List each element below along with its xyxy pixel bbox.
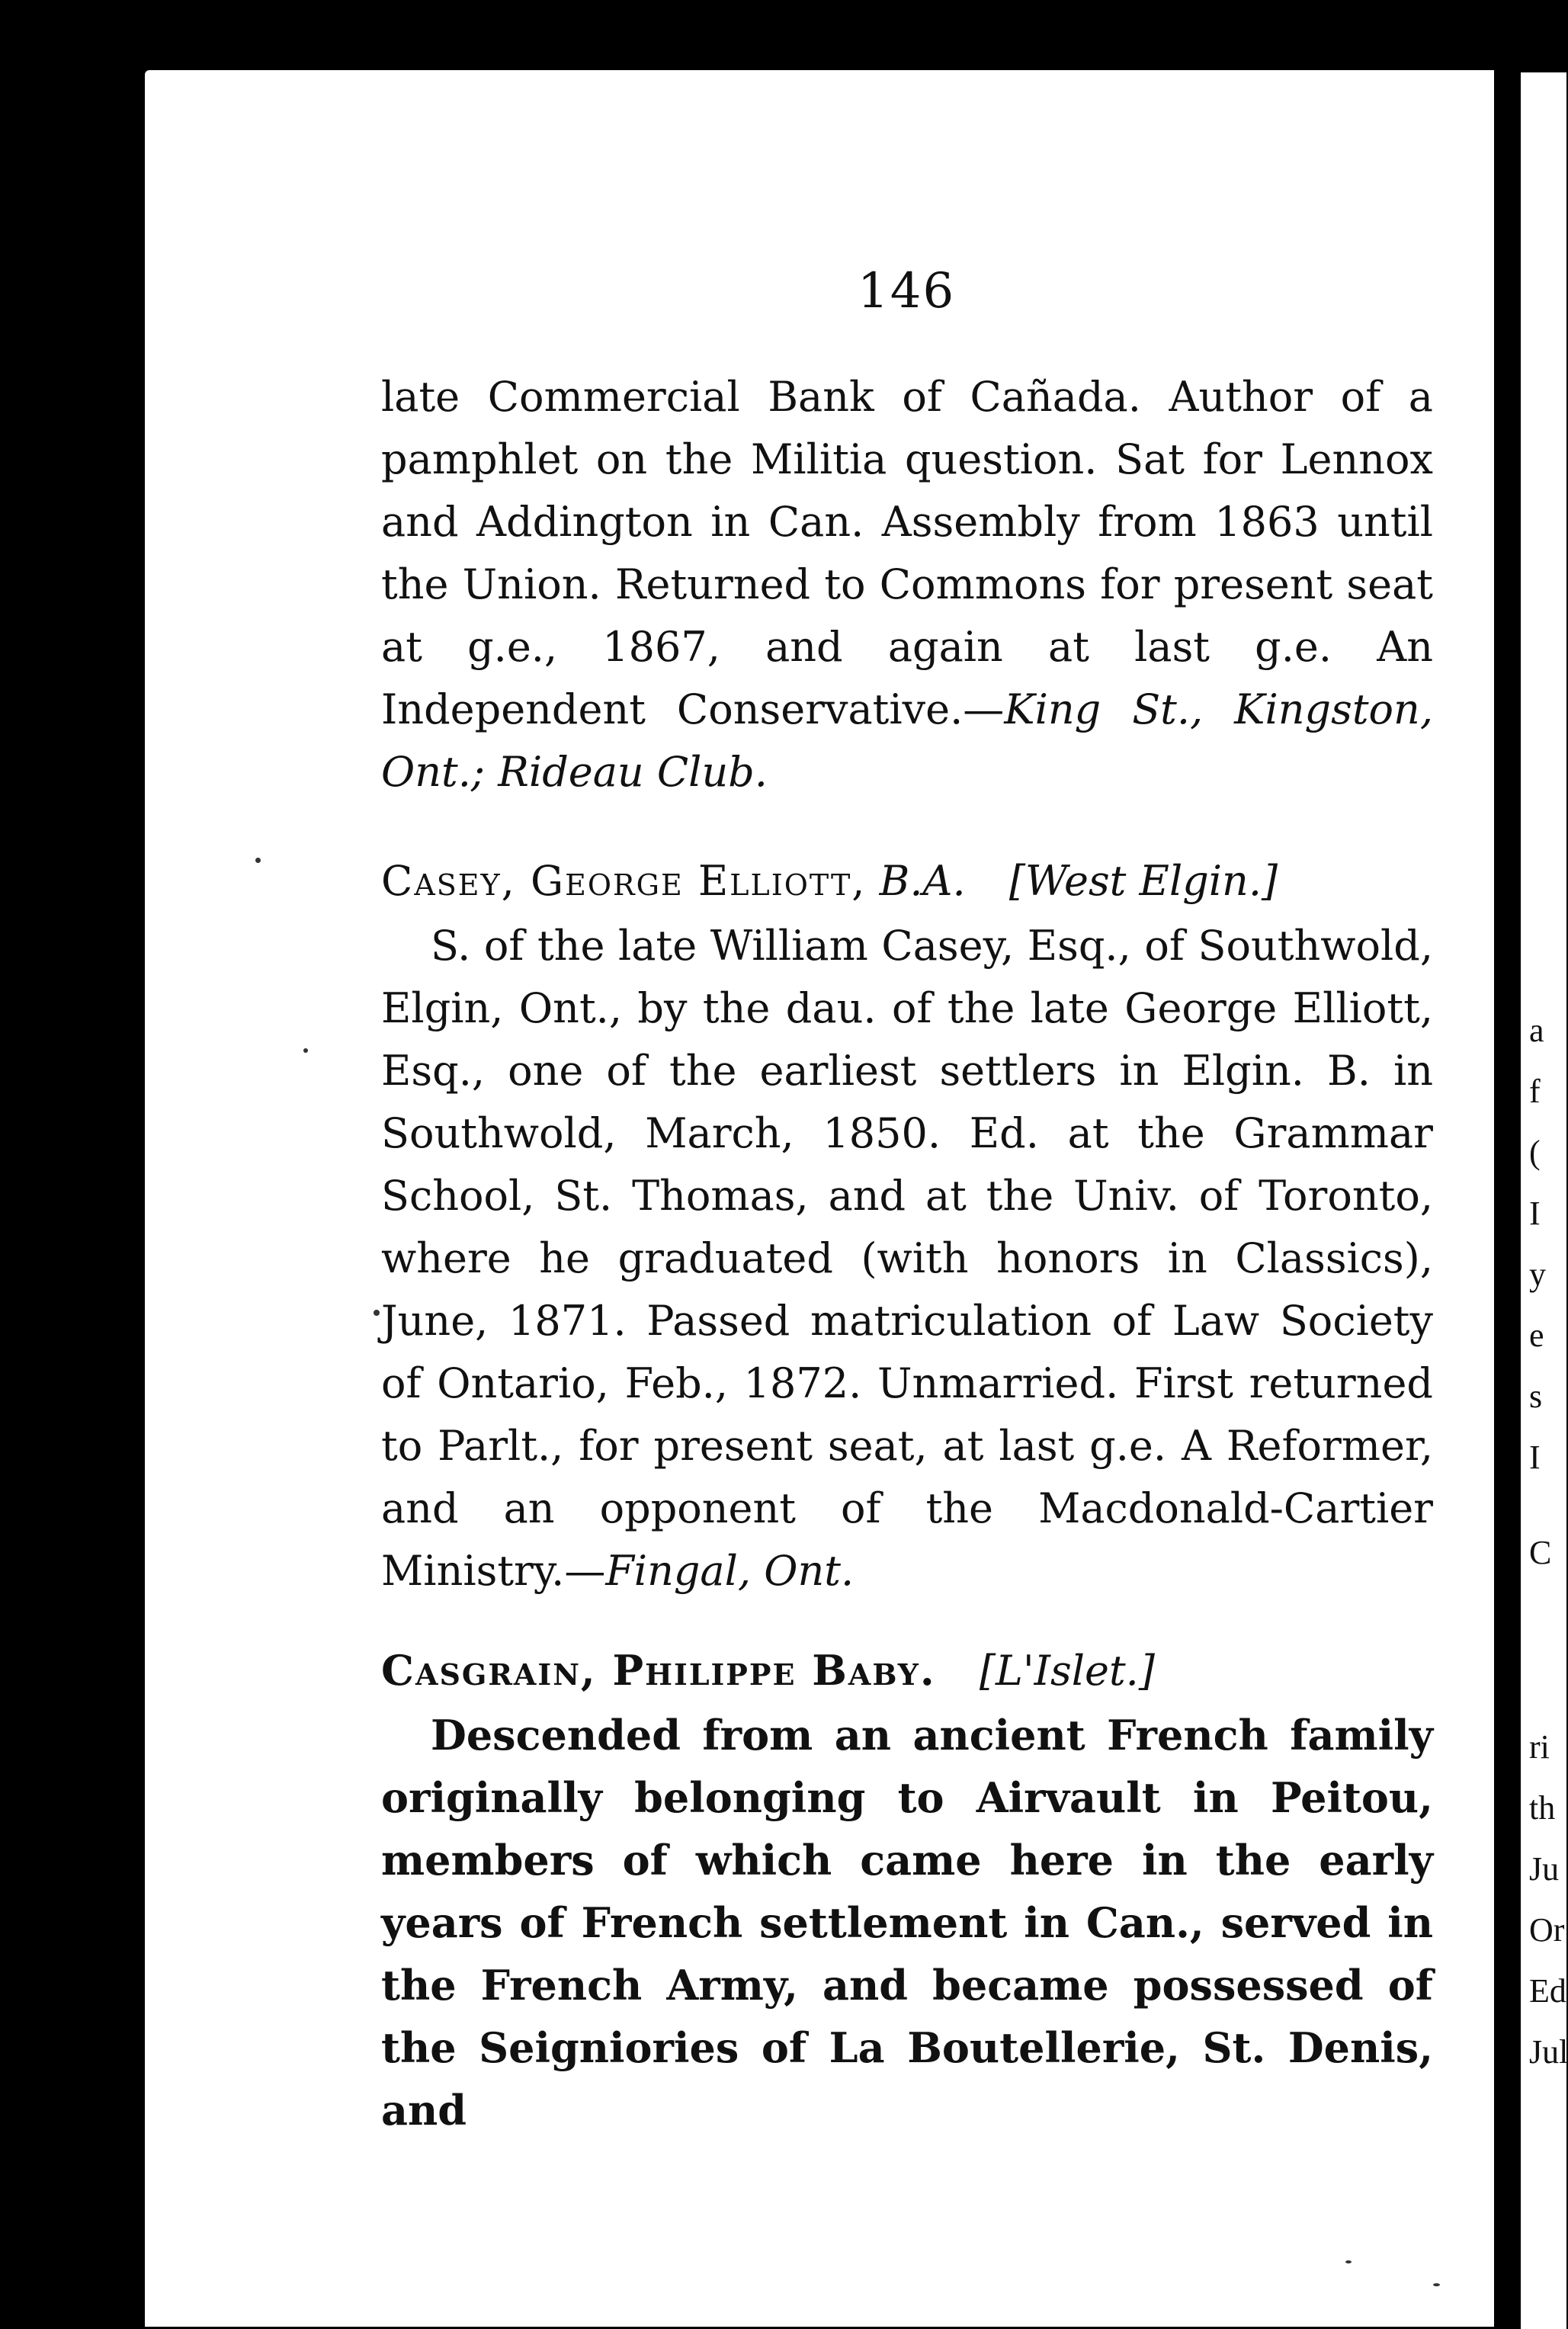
facing-page-fragment: I [1529, 1439, 1541, 1476]
facing-page-fragment: y [1529, 1256, 1546, 1293]
facing-page-fragment: C [1529, 1534, 1552, 1571]
entry-heading-casgrain [381, 1639, 1433, 1702]
facing-page-fragment: ri [1529, 1728, 1550, 1766]
facing-page-fragment: Jul [1529, 2033, 1568, 2071]
entry-constituency: [West Elgin.] [1008, 857, 1278, 905]
facing-page-fragment: e [1529, 1317, 1544, 1354]
print-speck [1433, 2283, 1440, 2286]
facing-page-fragment: Ju [1529, 1850, 1560, 1888]
facing-page-fragment: ( [1529, 1134, 1541, 1171]
entry-text: Descended from an ancient French family originally belonging to Airvault in Peitou, members of which came here in the early years of French settlement in Can., served in the French Army, and became possessed of the Seigniories of La Boutellerie, St. Denis, and [381, 1711, 1433, 2135]
entry-body-casey [381, 915, 1433, 1602]
entry-body-casgrain [381, 1704, 1433, 2141]
entry-name: Casey, George Elliott, [381, 857, 867, 905]
facing-page-fragment: I [1529, 1195, 1541, 1232]
print-speck [1345, 2260, 1352, 2263]
print-speck [255, 858, 261, 863]
facing-page-fragment: Ed [1529, 1972, 1566, 2010]
continuation-text: late Commercial Bank of Cañada. Author of a pamphlet on the Militia question. Sat for Lennox and Addington in Can. Assembly from 1863 until the Union. Returned to Commons for present seat at g.e., 1867, and again at last g.e. An Independent Conservative.— [381, 373, 1433, 733]
facing-page-fragment: a [1529, 1012, 1544, 1049]
continuation-entry [381, 366, 1433, 804]
facing-page-fragment: s [1529, 1378, 1543, 1415]
print-speck [374, 1310, 380, 1316]
facing-page-fragment: f [1529, 1073, 1541, 1110]
entry-name: Casgrain, Philippe Baby. [381, 1646, 936, 1695]
print-speck [303, 1048, 308, 1053]
entry-heading-casey [381, 850, 1433, 913]
entry-degree: B.A. [879, 857, 966, 905]
entry-constituency: [L'Islet.] [979, 1647, 1155, 1695]
continuation-address: King St., Kingston, Ont.; Rideau Club. [381, 685, 1433, 796]
facing-page-fragment: Or [1529, 1911, 1565, 1949]
entry-text: S. of the late William Casey, Esq., of Southwold, Elgin, Ont., by the dau. of the late George Elliott, Esq., one of the earliest settlers in Elgin. B. in Southwold, March, 1850. Ed. at the Grammar School, St. Thomas, and at the Univ. of Toronto, where he graduated (with honors in Classics), June, 1871. Passed matriculation of Law Society of Ontario, Feb., 1872. Unmarried. First returned to Parlt., for present seat, at last g.e. A Reformer, and an opponent of the Macdonald-Cartier Ministry.— [381, 922, 1433, 1595]
entry-address: Fingal, Ont. [605, 1547, 855, 1595]
facing-page-fragment: th [1529, 1789, 1556, 1827]
page-number: 146 [858, 263, 956, 319]
